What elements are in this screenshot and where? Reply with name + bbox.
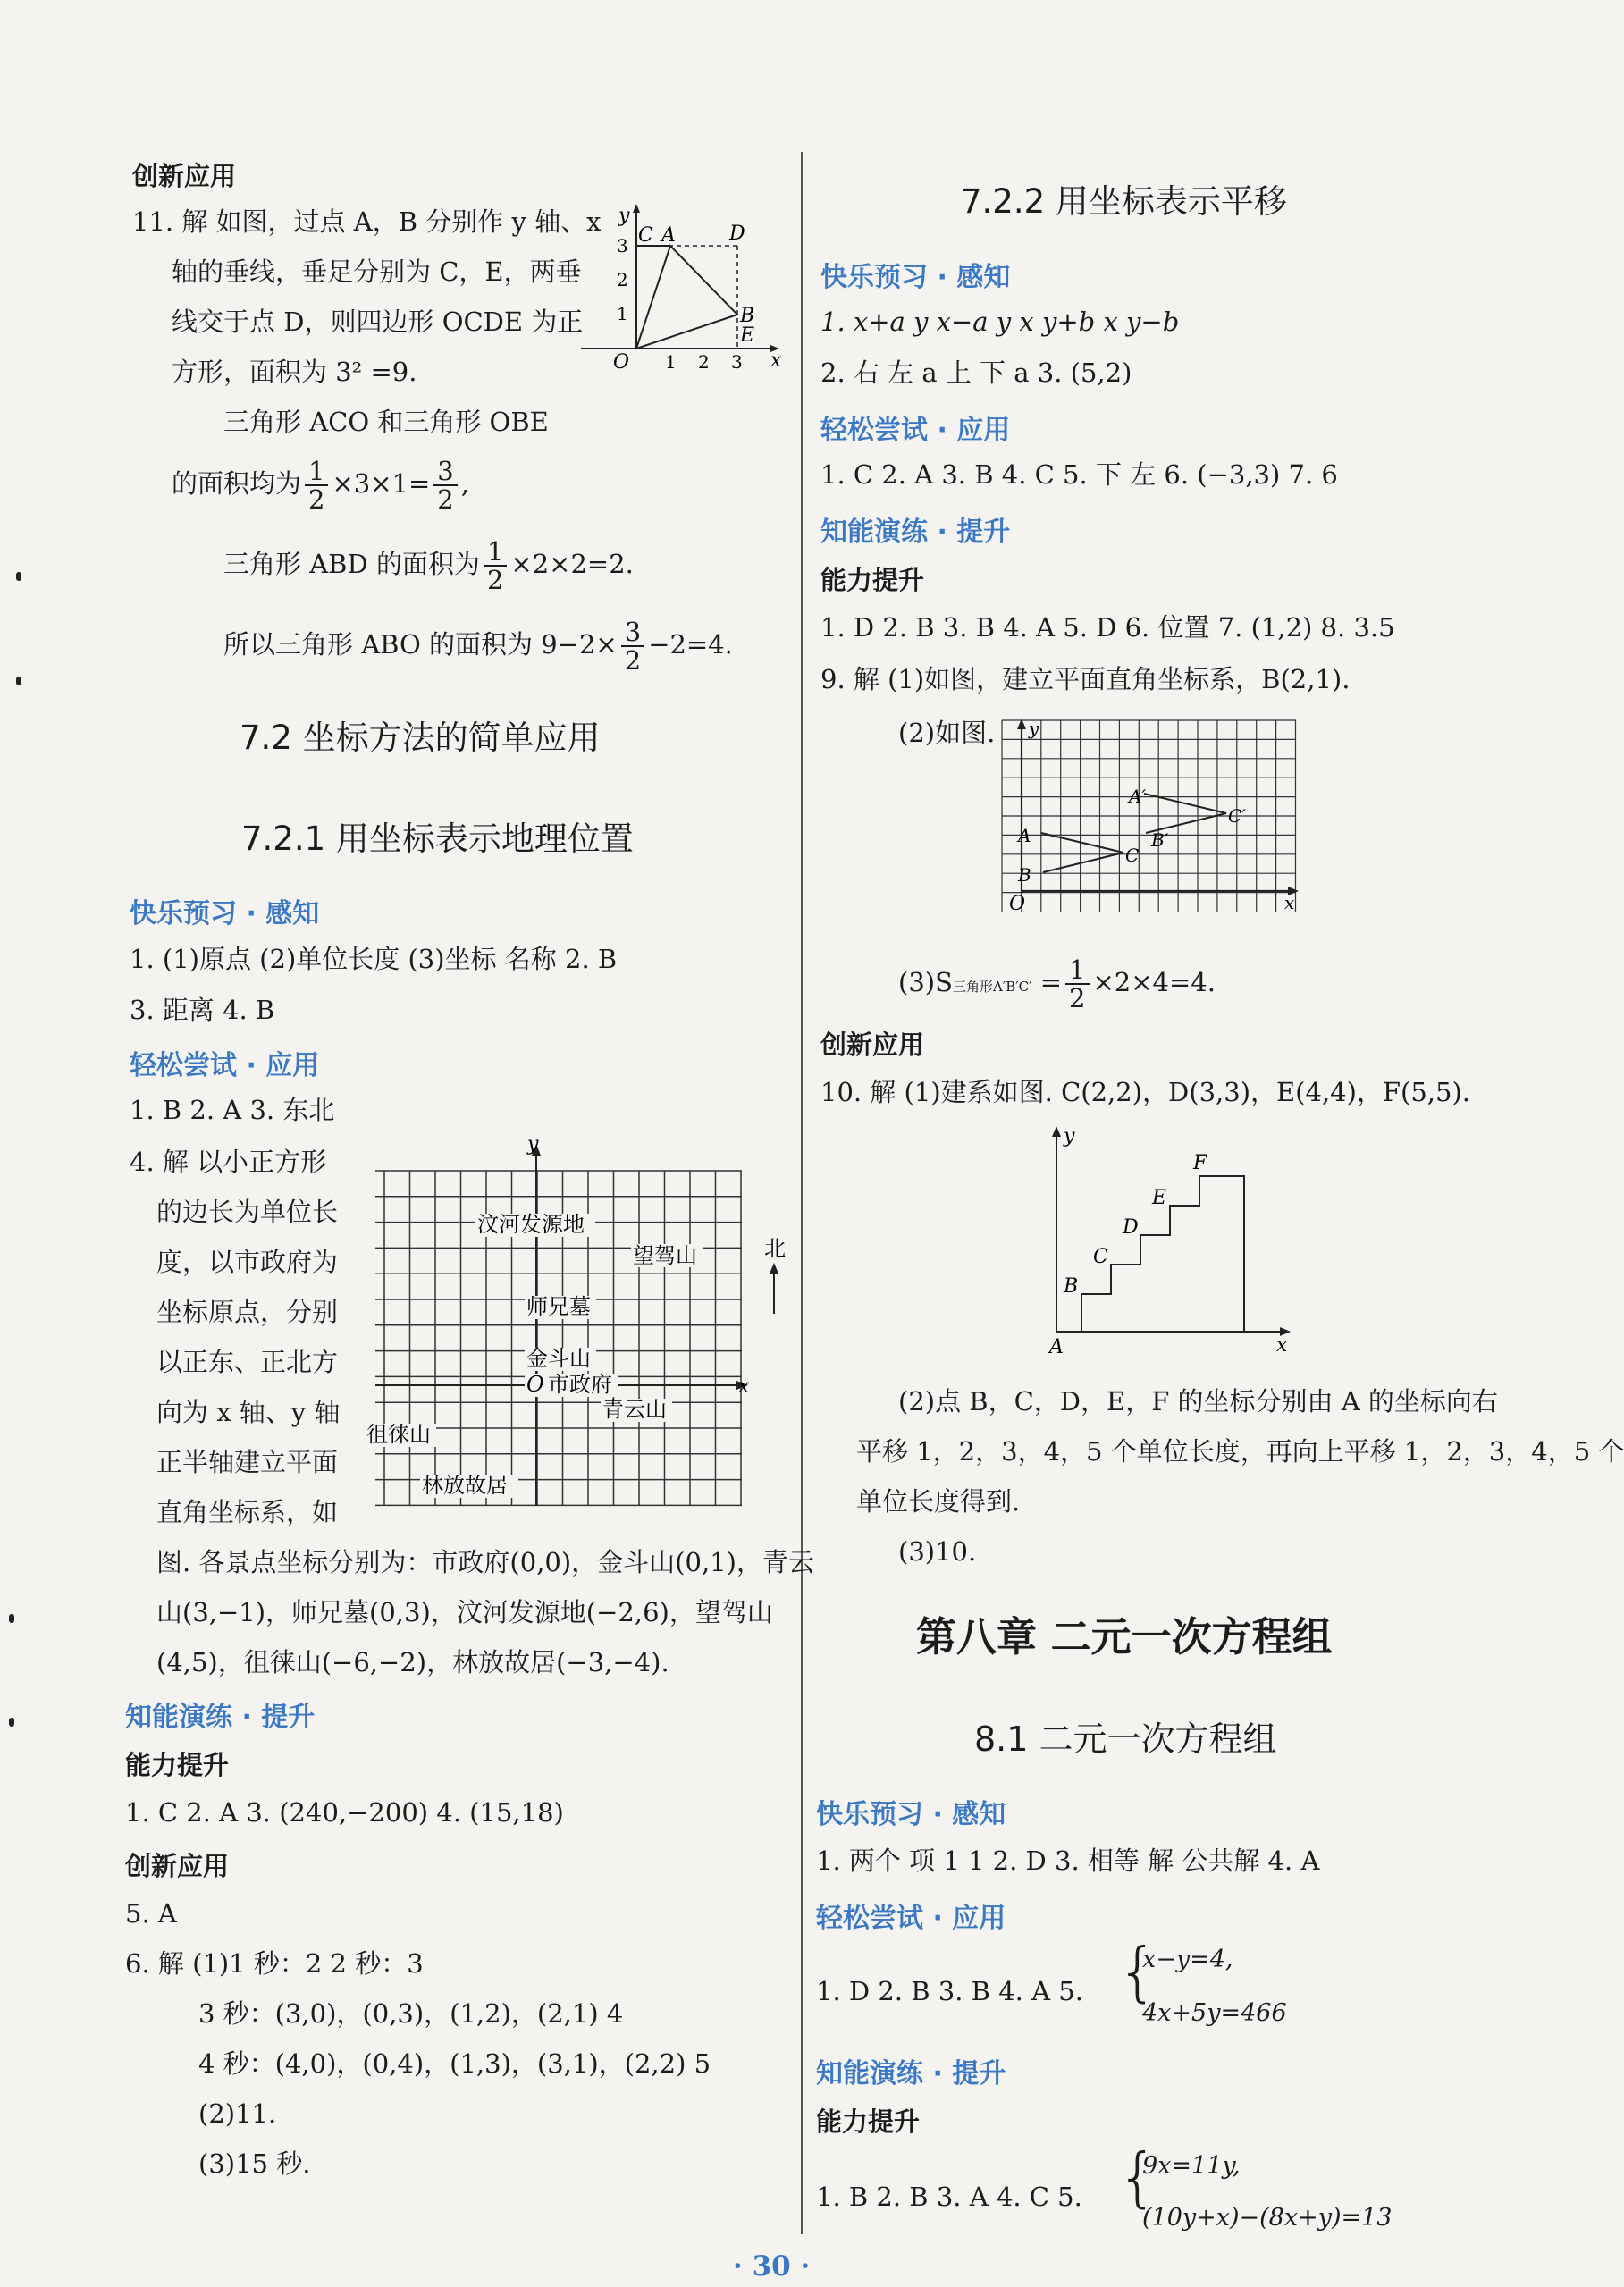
equation: 9x=11y,	[1142, 2152, 1241, 2180]
fraction: $\frac{1}{2}$	[305, 458, 328, 513]
answer-line: 2. 右 左 a 上 下 a 3. (5,2)	[820, 357, 1132, 388]
section-label: 知能演练 · 提升	[820, 517, 1011, 548]
tick-label: 3	[617, 235, 628, 256]
axis-label: y	[1029, 718, 1039, 739]
page-number: · 30 ·	[733, 2250, 811, 2283]
answer-line: (3)15 秒.	[198, 2148, 311, 2179]
answer-line: 1. C 2. A 3. (240,−200) 4. (15,18)	[125, 1797, 564, 1828]
translation-grid	[997, 717, 1305, 918]
fraction: $\frac{3}{2}$	[433, 458, 457, 513]
point-label: C	[1093, 1246, 1108, 1268]
section-label: 快乐预习 · 感知	[130, 898, 320, 929]
point-label: D	[729, 223, 745, 245]
place-label: 望驾山	[633, 1243, 697, 1268]
point-label: C′	[1228, 805, 1246, 827]
axis-label: y	[618, 205, 630, 227]
north-label: 北	[764, 1236, 786, 1261]
section-label: 知能演练 · 提升	[125, 1702, 316, 1733]
section-label: 轻松尝试 · 应用	[816, 1903, 1006, 1934]
point-label: A	[1018, 825, 1031, 846]
answer-line: (2)如图.	[898, 718, 996, 748]
heading-ability: 能力提升	[820, 565, 925, 595]
answer-line: 方形，面积为 3² =9.	[172, 357, 417, 387]
point-label: D	[1123, 1216, 1139, 1239]
answer-line: 的边长为单位长	[156, 1197, 339, 1227]
column-divider	[801, 152, 803, 2234]
section-label: 快乐预习 · 感知	[816, 1799, 1006, 1830]
answer-line: 1. D 2. B 3. B 4. A 5. D 6. 位置 7. (1,2) 8. 3.5	[820, 612, 1395, 643]
answer-line: 1. x+a y x−a y x y+b x y−b	[820, 307, 1180, 337]
answer-line: 1. D 2. B 3. B 4. A 5.	[816, 1976, 1083, 2006]
point-label: A	[1049, 1336, 1064, 1358]
place-label: 林放故居	[422, 1473, 508, 1498]
fraction: $\frac{1}{2}$	[484, 538, 507, 593]
answer-line: 平移 1，2，3，4，5 个单位长度，再向上平移 1，2，3，4，5 个	[856, 1436, 1624, 1467]
scenic-map	[358, 1131, 787, 1524]
system-brace: {	[1117, 1934, 1158, 2009]
tick-label: 3	[731, 351, 743, 373]
origin-label: O	[526, 1372, 544, 1397]
heading-innovation: 创新应用	[125, 1851, 230, 1881]
axis-label: x	[770, 349, 782, 372]
fraction: $\frac{3}{2}$	[621, 618, 644, 674]
answer-line: 坐标原点，分别	[156, 1297, 339, 1327]
subsection-title: 7.2.1 用坐标表示地理位置	[241, 820, 634, 858]
answer-line: 向为 x 轴、y 轴	[156, 1397, 341, 1427]
binding-dot	[9, 1614, 14, 1623]
point-label: E	[740, 324, 755, 347]
section-label: 轻松尝试 · 应用	[130, 1050, 320, 1081]
answer-line: 1. (1)原点 (2)单位长度 (3)坐标 名称 2. B	[130, 944, 618, 974]
heading-innovation: 创新应用	[820, 1030, 925, 1060]
answer-line: 图. 各景点坐标分别为：市政府(0,0)，金斗山(0,1)，青云	[156, 1547, 814, 1577]
answer-line: 4. 解 以小正方形	[130, 1147, 327, 1177]
answer-line: 9. 解 (1)如图，建立平面直角坐标系，B(2,1).	[820, 664, 1351, 694]
equation: (10y+x)−(8x+y)=13	[1142, 2204, 1393, 2232]
place-label: 师兄墓	[526, 1294, 591, 1319]
equation: 4x+5y=466	[1142, 1999, 1287, 2027]
place-label: 市政府	[548, 1372, 612, 1397]
binding-dot	[16, 572, 21, 581]
answer-line: 度，以市政府为	[156, 1247, 339, 1277]
point-label: F	[1193, 1152, 1207, 1174]
answer-line: 1. 两个 项 1 1 2. D 3. 相等 解 公共解 4. A	[816, 1846, 1320, 1876]
axis-label: x	[1284, 892, 1295, 913]
answer-line: 三角形 ACO 和三角形 OBE	[223, 407, 549, 437]
place-label: 汶河发源地	[477, 1212, 585, 1237]
place-label: 青云山	[602, 1397, 667, 1422]
answer-line: 1. B 2. B 3. A 4. C 5.	[816, 2182, 1082, 2212]
answer-line: 以正东、正北方	[156, 1347, 339, 1377]
axis-label: x	[1276, 1334, 1288, 1357]
section-label: 轻松尝试 · 应用	[820, 415, 1011, 446]
point-label: C	[638, 224, 653, 247]
point-label: A′	[1129, 786, 1146, 807]
answer-line: 10. 解 (1)建系如图. C(2,2)，D(3,3)，E(4,4)，F(5,5).	[820, 1077, 1471, 1107]
answer-line: 山(3,−1)，师兄墓(0,3)，汶河发源地(−2,6)，望驾山	[156, 1597, 773, 1627]
section-label: 知能演练 · 提升	[816, 2058, 1006, 2089]
fraction: $\frac{1}{2}$	[1065, 956, 1089, 1012]
point-label: E	[1152, 1187, 1167, 1209]
binding-dot	[16, 677, 21, 685]
answer-line: 的面积均为 $\frac{1}{2}$ ×3×1= $\frac{3}{2}$ ,	[172, 456, 469, 515]
answer-line: (3)10.	[898, 1536, 977, 1567]
axis-label: y	[1064, 1125, 1075, 1148]
answer-line: 1. B 2. A 3. 东北	[130, 1095, 335, 1125]
answer-line: (3)S三角形A′B′C′ = $\frac{1}{2}$ ×2×4=4.	[898, 954, 1216, 1013]
answer-line: 轴的垂线，垂足分别为 C，E，两垂	[172, 256, 582, 287]
section-label: 快乐预习 · 感知	[820, 262, 1011, 293]
tick-label: 1	[617, 303, 628, 324]
answer-line: 6. 解 (1)1 秒：2 2 秒：3	[125, 1948, 424, 1979]
system-brace: {	[1117, 2140, 1158, 2215]
point-label: B	[1018, 864, 1031, 886]
equation: x−y=4,	[1142, 1946, 1233, 1973]
subsection-title: 7.2.2 用坐标表示平移	[961, 182, 1287, 221]
binding-dot	[9, 1718, 14, 1727]
answer-line: 正半轴建立平面	[156, 1447, 339, 1477]
point-label: A	[661, 224, 676, 247]
tick-label: 2	[698, 351, 710, 373]
tick-label: 1	[665, 351, 677, 373]
answer-line: 单位长度得到.	[856, 1486, 1021, 1517]
heading-innovation: 创新应用	[132, 161, 237, 191]
point-label: B′	[1151, 829, 1169, 851]
point-label: C	[1125, 845, 1140, 866]
answer-line: 5. A	[125, 1898, 177, 1929]
place-label: 金斗山	[526, 1346, 591, 1371]
answer-line: 11. 解 如图，过点 A，B 分别作 y 轴、x	[132, 206, 602, 237]
chapter-title: 第八章 二元一次方程组	[916, 1613, 1333, 1661]
axis-label: y	[527, 1133, 539, 1156]
answer-line: (2)点 B，C，D，E，F 的坐标分别由 A 的坐标向右	[898, 1386, 1498, 1417]
section-title: 7.2 坐标方法的简单应用	[240, 719, 601, 757]
answer-line: (2)11.	[198, 2098, 277, 2129]
answer-line: 3 秒：(3,0)，(0,3)，(1,2)，(2,1) 4	[198, 1998, 624, 2029]
answer-line: 4 秒：(4,0)，(0,4)，(1,3)，(3,1)，(2,2) 5	[198, 2048, 711, 2079]
answer-line: 3. 距离 4. B	[130, 995, 275, 1025]
answer-line: 所以三角形 ABO 的面积为 9−2× $\frac{3}{2}$ −2=4.	[223, 617, 733, 676]
section-title: 8.1 二元一次方程组	[974, 1719, 1277, 1759]
answer-line: 直角坐标系，如	[156, 1497, 339, 1527]
answer-line: 1. C 2. A 3. B 4. C 5. 下 左 6. (−3,3) 7. 6	[820, 459, 1338, 490]
origin-label: O	[1009, 893, 1026, 915]
axis-label: x	[738, 1375, 750, 1398]
figure-square-ocde	[572, 197, 795, 375]
answer-line: 三角形 ABD 的面积为 $\frac{1}{2}$ ×2×2=2.	[223, 536, 634, 595]
tick-label: 2	[617, 269, 628, 290]
point-label: B	[740, 305, 755, 327]
stairs-figure	[1010, 1124, 1314, 1357]
point-label: B	[1064, 1275, 1079, 1298]
origin-label: O	[613, 351, 630, 374]
place-label: 徂徕山	[366, 1422, 431, 1447]
heading-ability: 能力提升	[125, 1750, 230, 1780]
answer-line: 线交于点 D，则四边形 OCDE 为正	[172, 307, 584, 337]
heading-ability: 能力提升	[816, 2106, 921, 2137]
answer-line: (4,5)，徂徕山(−6,−2)，林放故居(−3,−4).	[156, 1647, 669, 1677]
